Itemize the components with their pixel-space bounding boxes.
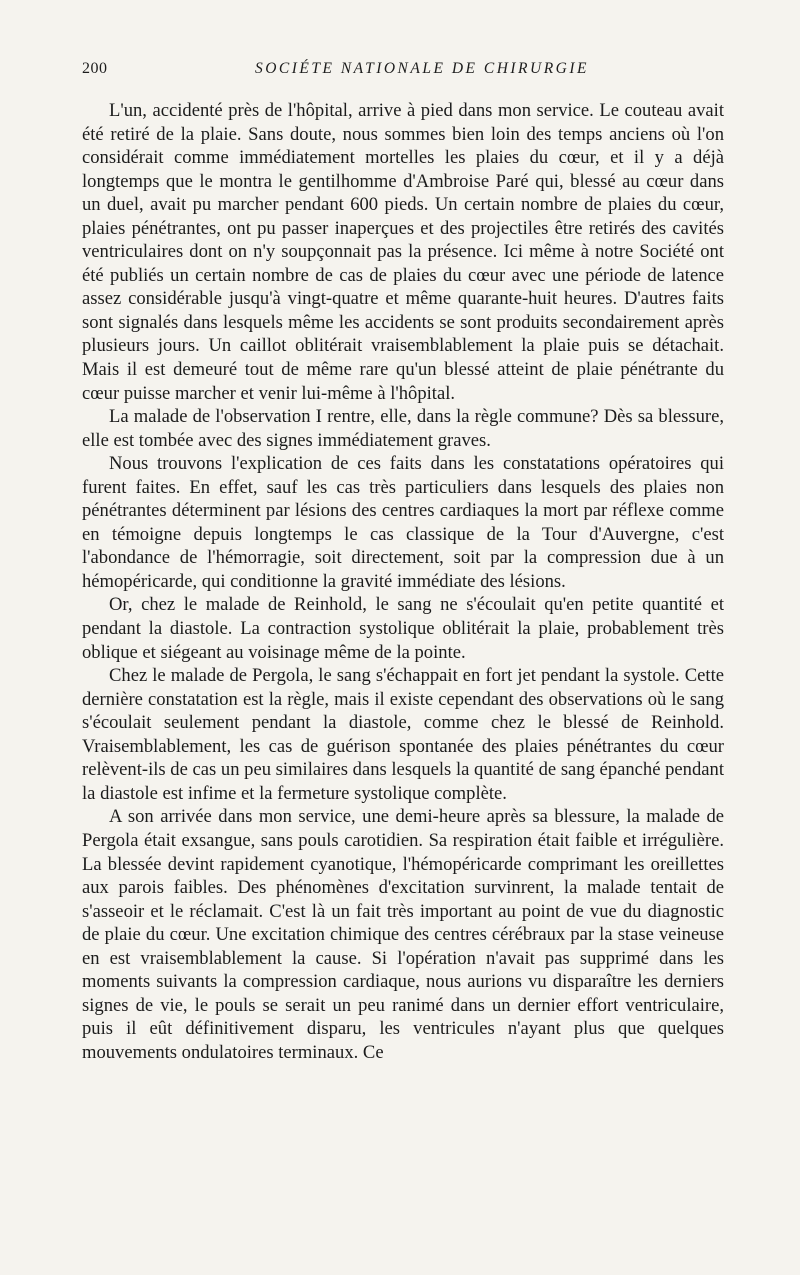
paragraph: La malade de l'observation I rentre, elle, dans la règle commune? Dès sa blessure, elle est tombée avec des signes immédiatement graves. <box>82 406 724 451</box>
running-title: SOCIÉTE NATIONALE DE CHIRURGIE <box>254 60 590 77</box>
paragraph: A son arrivée dans mon service, une demi-heure après sa blessure, la malade de Pergola était exsangue, sans pouls carotidien. Sa respiration était faible et irrégulière. La blessée devint rapidement cyanotique, l'hémopéricarde comprimant les oreillettes aux parois faibles. Des phénomènes d'excitation survinrent, la malade tentait de s'asseoir et le réclamait. C'est là un fait très important au point de vue du diagnostic de plaie du cœur. Une excitation chimique des centres cérébraux par la stase veineuse en est vraisemblablement la cause. Si l'opération n'avait pas supprimé dans les moments suivants la compression cardiaque, nous aurions vu disparaître les derniers signes de vie, le pouls se serait un peu ranimé dans un dernier effort ventriculaire, puis il eût définitivement disparu, les ventricules n'ayant plus que quelques mouvements ondulatoires terminaux. Ce <box>82 806 724 1063</box>
paragraph: L'un, accidenté près de l'hôpital, arrive à pied dans mon service. Le couteau avait été retiré de la plaie. Sans doute, nous sommes bien loin des temps anciens où l'on considérait comme immédiatement mortelles les plaies du cœur, et il y a déjà longtemps que le montra le gentilhomme d'Ambroise Paré qui, blessé au cœur dans un duel, avait pu marcher pendant 600 pieds. Un certain nombre de plaies du cœur, plaies pénétrantes, ont pu passer inaperçues et des projectiles être retirés des cavités ventriculaires dont on n'y soupçonnait pas la présence. Ici même à notre Société ont été publiés un certain nombre de cas de plaies du cœur avec une période de latence assez considérable jusqu'à vingt-quatre et même quarante-huit heures. D'autres faits sont signalés dans lesquels même les accidents se sont produits secondairement après plusieurs jours. Un caillot oblitérait vraisemblablement la plaie puis se détachait. Mais il est demeuré tout de même rare qu'un blessé atteint de plaie pénétrante du cœur puisse marcher et venir lui-même à l'hôpital. <box>82 100 724 404</box>
body-text <box>82 99 724 1064</box>
page-number: 200 <box>82 60 108 77</box>
page-header <box>82 60 722 86</box>
paragraph: Nous trouvons l'explication de ces faits dans les constatations opératoires qui furent faites. En effet, sauf les cas très particuliers dans lesquels des plaies non pénétrantes déterminent par lésions des centres cardiaques la mort par réflexe comme en témoigne depuis longtemps le cas classique de la Tour d'Auvergne, c'est l'abondance de l'hémorragie, soit directement, soit par la compression due à un hémopéricarde, qui conditionne la gravité immédiate des lésions. <box>82 453 724 592</box>
paragraph: Or, chez le malade de Reinhold, le sang ne s'écoulait qu'en petite quantité et pendant la diastole. La contraction systolique oblitérait la plaie, probablement très oblique et siégeant au voisinage même de la pointe. <box>82 594 724 663</box>
paragraph: Chez le malade de Pergola, le sang s'échappait en fort jet pendant la systole. Cette dernière constatation est la règle, mais il existe cependant des observations où le sang s'écoulait seulement pendant la diastole, comme chez le blessé de Reinhold. Vraisemblablement, les cas de guérison spontanée des plaies pénétrantes du cœur relèvent-ils de cas un peu similaires dans lesquels la quantité de sang épanché pendant la diastole est infime et la fermeture systolique complète. <box>82 665 724 804</box>
